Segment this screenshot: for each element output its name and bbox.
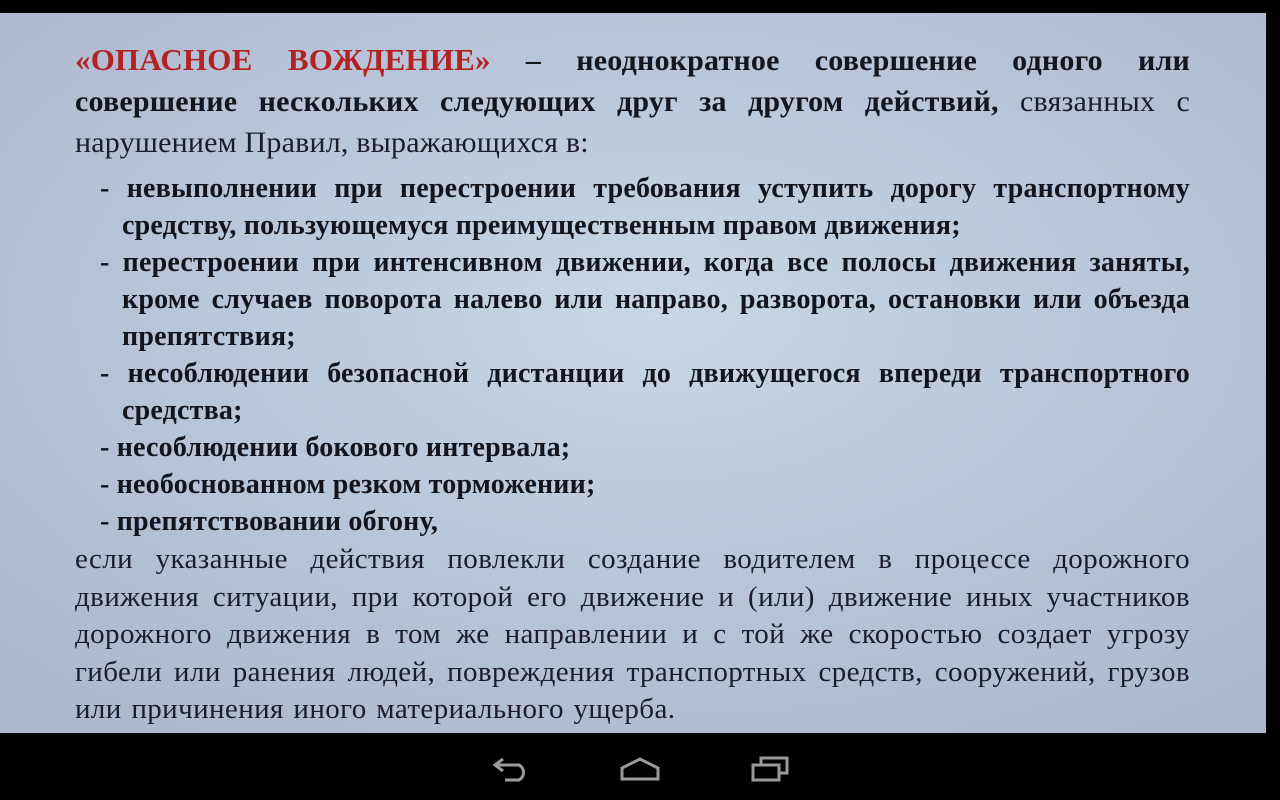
- top-letterbox-bar: [0, 0, 1280, 13]
- back-button[interactable]: [490, 751, 534, 787]
- violation-list: [75, 170, 1190, 540]
- closing-paragraph: если указанные действия повлекли создание водителем в процессе дорожного движения ситуации, при которой его движение и (или) движение иных участников дорожного движения в том же направлении и с той же скоростью создает угрозу гибели или ранения людей, повреждения транспортных средств, сооружений, грузов или причинения иного материального ущерба.: [75, 543, 1190, 725]
- list-item: - перестроении при интенсивном движении, когда все полосы движения заняты, кроме случаев поворота налево или направо, разворота, остановки или объезда препятствия;: [100, 247, 1190, 352]
- list-item: - необоснованном резком торможении;: [100, 469, 596, 500]
- back-icon: [493, 756, 531, 782]
- list-item: - несоблюдении бокового интервала;: [100, 432, 571, 463]
- home-button[interactable]: [618, 751, 662, 787]
- home-icon: [620, 757, 660, 781]
- list-item: - несоблюдении безопасной дистанции до движущегося впереди транспортного средства;: [100, 358, 1190, 426]
- presentation-slide: [0, 13, 1266, 733]
- recents-button[interactable]: [748, 751, 792, 787]
- definition-intro-paragraph: [75, 39, 1190, 163]
- slide-title: «ОПАСНОЕ ВОЖДЕНИЕ»: [75, 42, 491, 77]
- list-item: - препятствовании обгону,: [100, 506, 439, 537]
- recents-icon: [751, 756, 789, 782]
- intro-regular-text: связанных с нарушением Правил, выражающихся в:: [75, 85, 1190, 159]
- list-item: - невыполнении при перестроении требования уступить дорогу транспортному средству, пользующемуся преимущественным правом движения;: [100, 173, 1190, 241]
- intro-bold-text: – неоднократное совершение одного или совершение нескольких следующих друг за другом действий,: [75, 44, 1191, 118]
- android-navigation-bar: [0, 733, 1280, 800]
- right-letterbox-bar: [1266, 13, 1280, 733]
